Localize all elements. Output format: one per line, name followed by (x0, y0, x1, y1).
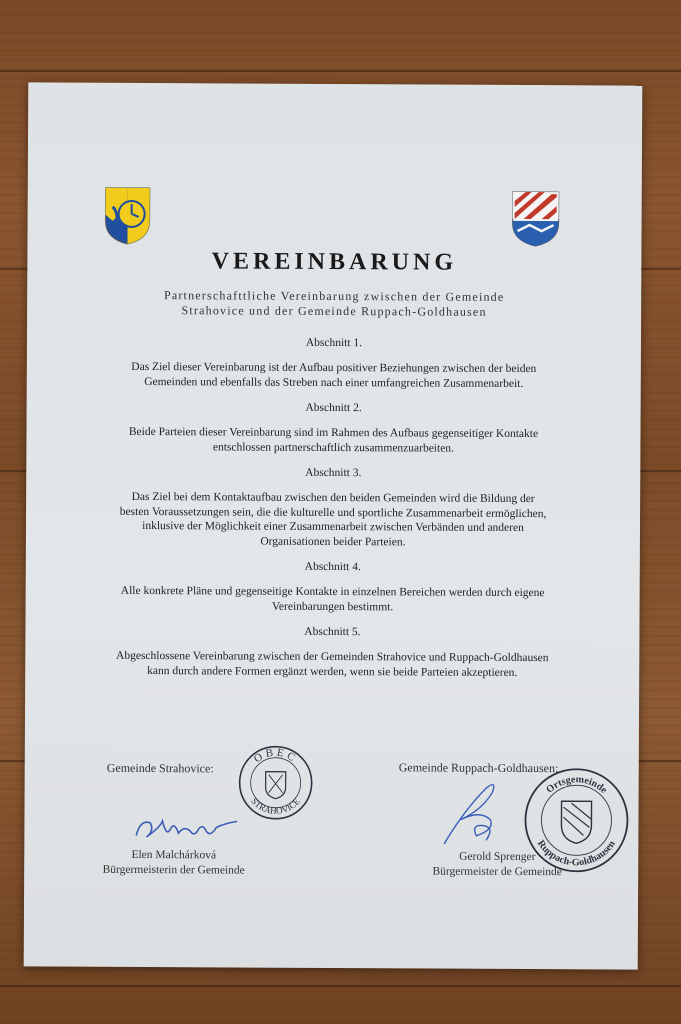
stamp-top-text: OBEC (251, 746, 300, 766)
section-line: Alle konkrete Pläne und gegenseitige Kontakte in einzelnen Bereichen werden durch eigene (120, 584, 545, 600)
stamp-bottom-text: STRAHOVICE (249, 796, 302, 816)
section-line: Vereinbarungen bestimmt. (271, 600, 394, 613)
subtitle-line: Strahovice und der Gemeinde Ruppach-Goldhausen (181, 303, 487, 319)
section-heading: Abschnitt 3. (305, 466, 362, 480)
wood-plank-seam (0, 985, 681, 987)
right-signatory-name: Gerold Sprenger (459, 850, 536, 864)
section-text (89, 360, 579, 392)
section-line: entschlossen partnerschaftlich zusammenzuarbeiten. (212, 440, 454, 455)
section-line: Organisationen beider Parteien. (260, 535, 406, 548)
document-title: VEREINBARUNG (211, 248, 458, 276)
section-text (87, 649, 577, 681)
section-text (88, 425, 578, 457)
section-line: Gemeinden und ebenfalls das Streben nach einer umfangreichen Zusammenarbeit. (144, 375, 524, 390)
section-line: inklusive der Möglichkeit einer Zusammenarbeit zwischen Verbänden und anderen (142, 520, 524, 534)
left-party-label: Gemeinde Strahovice: (106, 760, 214, 776)
document-subtitle (87, 288, 581, 321)
ruppach-goldhausen-coat-of-arms-icon (511, 191, 559, 247)
left-handwritten-signature (132, 813, 242, 848)
section-line: Das Ziel dieser Vereinbarung ist der Aufbau positiver Beziehungen zwischen der beiden (131, 360, 537, 376)
left-signatory (86, 848, 261, 879)
subtitle-line: Partnerschafttliche Vereinbarung zwischen der Gemeinde (163, 288, 505, 304)
section-text (88, 584, 578, 616)
stamp-bottom-text: Ruppach-Goldhausen (534, 838, 618, 869)
agreement-sections (87, 336, 579, 693)
agreement-document (24, 82, 643, 969)
left-signatory-role: Bürgermeisterin der Gemeinde (102, 863, 245, 877)
section-line: besten Voraussetzungen sein, die die kulturelle und sportliche Zusammenarbeit ermöglichen, (119, 505, 547, 520)
section-heading: Abschnitt 5. (304, 625, 361, 639)
strahovice-coat-of-arms-icon (104, 187, 150, 245)
section-text (88, 490, 578, 551)
section-heading: Abschnitt 1. (305, 336, 363, 350)
wood-plank-seam (0, 70, 681, 72)
section-line: kann durch andere Formen ergänzt werden, wenn sie beide Parteien akzeptieren. (147, 664, 518, 679)
right-party-label: Gemeinde Ruppach-Goldhausen: (398, 760, 559, 776)
section-line: Beide Parteien dieser Vereinbarung sind im Rahmen des Aufbaus gegenseitiger Kontakte (128, 425, 539, 441)
left-signatory-name: Elen Malchárková (131, 848, 217, 862)
section-heading: Abschnitt 2. (305, 401, 362, 415)
strahovice-official-stamp (236, 743, 314, 821)
right-signatory (412, 849, 582, 880)
right-signatory-role: Bürgermeister de Gemeinde (432, 865, 562, 879)
stamp-top-text: Ortsgemeinde (544, 774, 610, 796)
section-line: Abgeschlossene Vereinbarung zwischen der Gemeinden Strahovice und Ruppach-Goldhausen (116, 649, 549, 665)
section-heading: Abschnitt 4. (304, 560, 361, 574)
section-line: Das Ziel bei dem Kontaktaufbau zwischen den beiden Gemeinden wird die Bildung der (131, 490, 535, 506)
right-handwritten-signature (434, 780, 514, 852)
